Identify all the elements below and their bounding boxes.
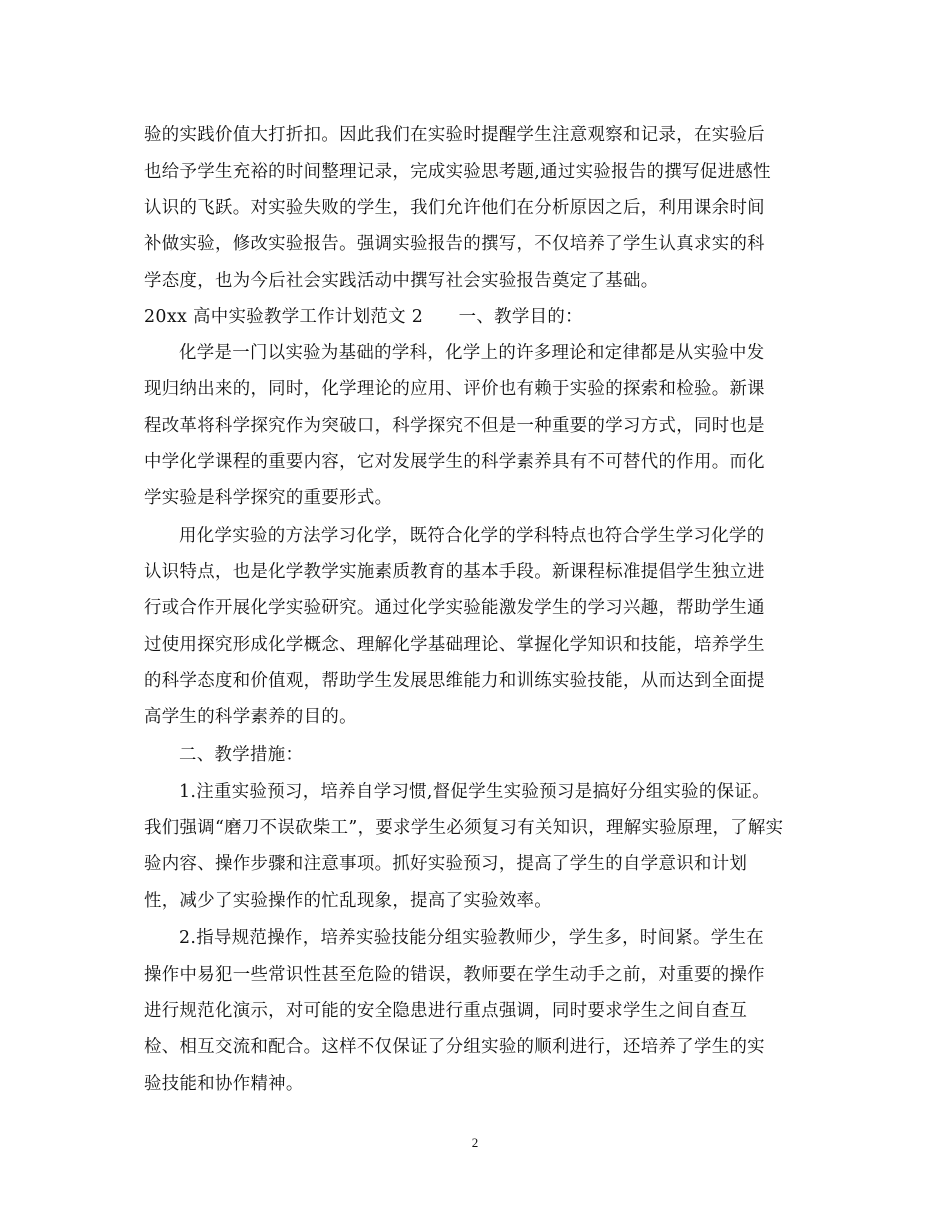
text-line: 检、相互交流和配合。这样不仅保证了分组实验的顺利进行，还培养了学生的实 <box>144 1037 765 1057</box>
paragraph-start: 2.指导规范操作，培养实验技能分组实验教师少，学生多，时间紧。学生在 <box>179 928 764 948</box>
text-line: 过使用探究形成化学概念、理解化学基础理论、掌握化学知识和技能，培养学生 <box>144 635 765 655</box>
text-line: 验内容、操作步骤和注意事项。抓好实验预习，提高了学生的自学意识和计划 <box>144 854 748 874</box>
text-line: 中学化学课程的重要内容，它对发展学生的科学素养具有不可替代的作用。而化 <box>144 452 765 472</box>
paragraph-start: 化学是一门以实验为基础的学科，化学上的许多理论和定律都是从实验中发 <box>179 343 765 363</box>
text-line: 操作中易犯一些常识性甚至危险的错误，教师要在学生动手之前，对重要的操作 <box>144 965 765 985</box>
text-line: 学实验是科学探究的重要形式。 <box>144 488 393 508</box>
text-line: 认识特点，也是化学教学实施素质教育的基本手段。新课程标准提倡学生独立进 <box>144 562 765 582</box>
text-line: 性，减少了实验操作的忙乱现象，提高了实验效率。 <box>144 891 553 911</box>
text-line: 也给予学生充裕的时间整理记录，完成实验思考题,通过实验报告的撰写促进感性 <box>144 162 771 182</box>
text-line: 学态度，也为今后社会实践活动中撰写社会实验报告奠定了基础。 <box>144 271 659 291</box>
text-line: 进行规范化演示，对可能的安全隐患进行重点强调，同时要求学生之间自查互 <box>144 1001 748 1021</box>
paragraph-start: 1.注重实验预习，培养自学习惯,督促学生实验预习是搞好分组实验的保证。 <box>179 782 770 802</box>
text-line: 认识的飞跃。对实验失败的学生，我们允许他们在分析原因之后，利用课余时间 <box>144 198 765 218</box>
text-line: 现归纳出来的，同时，化学理论的应用、评价也有赖于实验的探索和检验。新课 <box>144 379 765 399</box>
text-line: 补做实验，修改实验报告。强调实验报告的撰写，不仅培养了学生认真求实的科 <box>144 234 765 254</box>
text-line: 验的实践价值大打折扣。因此我们在实验时提醒学生注意观察和记录，在实验后 <box>144 125 765 145</box>
text-line: 高学生的科学素养的目的。 <box>144 707 357 727</box>
text-line: 行或合作开展化学实验研究。通过化学实验能激发学生的学习兴趣，帮助学生通 <box>144 598 765 618</box>
text-line: 的科学态度和价值观，帮助学生发展思维能力和训练实验技能，从而达到全面提 <box>144 671 765 691</box>
text-line: 验技能和协作精神。 <box>144 1074 304 1094</box>
section-heading: 二、教学措施： <box>179 745 304 765</box>
page-number: 2 <box>471 1135 479 1150</box>
paragraph-start: 用化学实验的方法学习化学，既符合化学的学科特点也符合学生学习化学的 <box>179 526 765 546</box>
text-line: 我们强调“磨刀不误砍柴工”，要求学生必须复习有关知识，理解实验原理，了解实 <box>144 818 784 838</box>
text-line: 程改革将科学探究作为突破口，科学探究不但是一种重要的学习方式，同时也是 <box>144 416 765 436</box>
section-heading: 20xx 高中实验教学工作计划范文 2 一、教学目的： <box>144 307 583 327</box>
